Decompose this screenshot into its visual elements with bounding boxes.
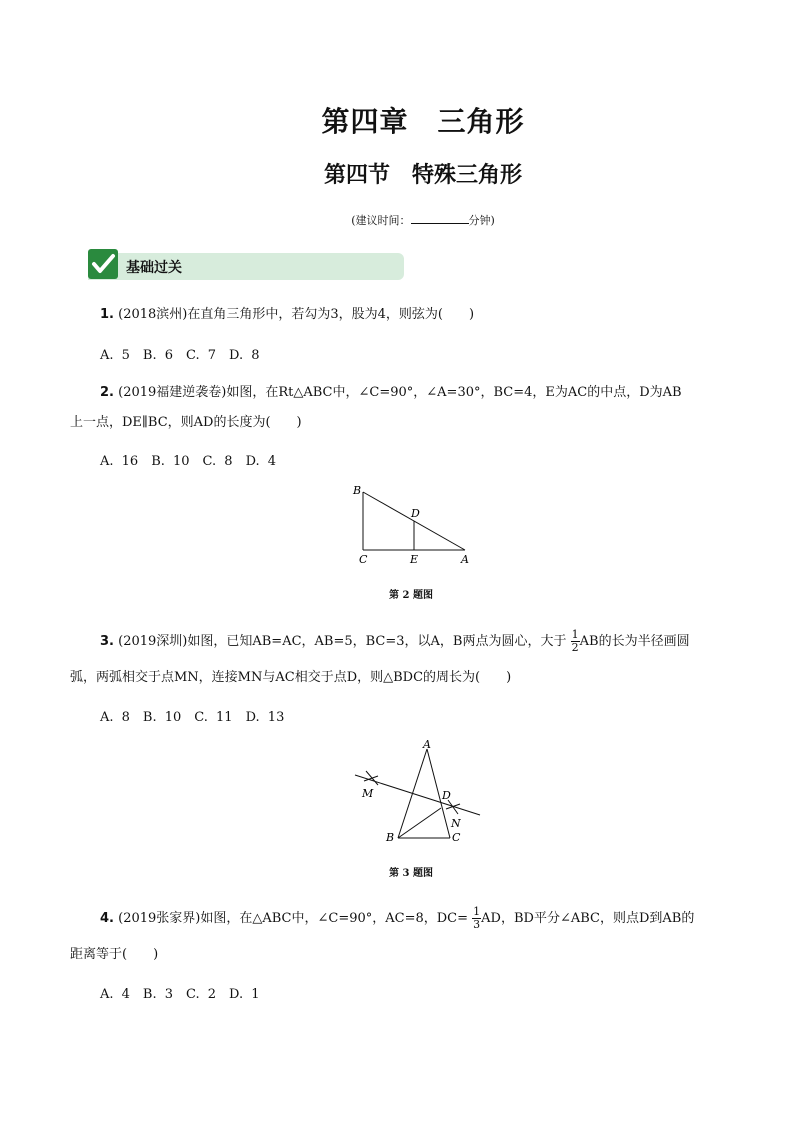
label-C: C xyxy=(452,831,461,844)
question-1-options: A. 5 B. 6 C. 7 D. 8 xyxy=(100,348,260,363)
fraction-one-third xyxy=(472,906,481,931)
fraction-denominator: 3 xyxy=(473,918,481,931)
question-source: (2018滨州) xyxy=(118,307,188,322)
question-3 xyxy=(100,629,720,655)
fraction-numerator: 1 xyxy=(473,905,481,918)
question-number: 1. xyxy=(100,307,114,322)
question-1 xyxy=(100,302,720,328)
question-2 xyxy=(100,380,720,406)
label-A: A xyxy=(461,553,469,566)
figure-2-diagram xyxy=(350,482,480,572)
fraction-numerator: 1 xyxy=(571,628,579,641)
question-number: 2. xyxy=(100,385,114,400)
label-D: D xyxy=(442,789,451,802)
question-number: 3. xyxy=(100,634,114,649)
label-C: C xyxy=(359,553,368,566)
question-3-line2: 弧，两弧相交于点MN，连接MN与AC相交于点D，则△BDC的周长为( ) xyxy=(70,670,512,685)
label-B: B xyxy=(386,831,395,844)
question-4-line2: 距离等于( ) xyxy=(70,947,159,962)
label-M: M xyxy=(362,787,374,800)
section-banner xyxy=(88,253,404,280)
question-2-line2: 上一点，DE∥BC，则AD的长度为( ) xyxy=(70,415,302,430)
question-3-options: A. 8 B. 10 C. 11 D. 13 xyxy=(100,710,285,725)
question-2-options: A. 16 B. 10 C. 8 D. 4 xyxy=(100,454,277,469)
question-text: 在直角三角形中，若勾为3，股为4，则弦为( ) xyxy=(187,307,475,322)
question-text-line1a: 如图，已知AB=AC，AB=5，BC=3，以A，B两点为圆心，大于 xyxy=(187,634,567,649)
question-4 xyxy=(100,906,720,932)
time-prefix: (建议时间： xyxy=(351,214,411,227)
chapter-title: 第四章 三角形 xyxy=(321,105,525,138)
suggested-time xyxy=(0,212,794,228)
label-N: N xyxy=(451,817,461,830)
question-4-options: A. 4 B. 3 C. 2 D. 1 xyxy=(100,987,260,1002)
label-E: E xyxy=(410,553,419,566)
figure-3-caption: 第 3 题图 xyxy=(389,868,433,879)
time-blank xyxy=(411,213,469,224)
banner-label: 基础过关 xyxy=(126,260,182,276)
question-text-line1b: AD，BD平分∠ABC，则点D到AB的 xyxy=(481,911,695,926)
label-A: A xyxy=(423,738,431,751)
question-text-line1b: AB的长为半径画圆 xyxy=(579,634,690,649)
question-text-line1a: 如图，在△ABC中，∠C=90°，AC=8，DC= xyxy=(200,911,469,926)
question-source: (2019张家界) xyxy=(118,911,201,926)
time-suffix: 分钟) xyxy=(468,214,495,227)
question-source: (2019福建逆袭卷) xyxy=(118,385,227,400)
question-number: 4. xyxy=(100,911,114,926)
question-source: (2019深圳) xyxy=(118,634,188,649)
checkmark-icon xyxy=(88,249,118,279)
section-title: 第四节 特殊三角形 xyxy=(323,163,522,188)
label-D: D xyxy=(411,507,420,520)
label-B: B xyxy=(353,484,362,497)
fraction-one-half xyxy=(571,629,580,654)
figure-3-diagram xyxy=(350,738,485,848)
question-text-line1: 如图，在Rt△ABC中，∠C=90°，∠A=30°，BC=4，E为AC的中点，D为AB xyxy=(226,385,682,400)
fraction-denominator: 2 xyxy=(571,641,579,654)
figure-2-caption: 第 2 题图 xyxy=(389,590,433,601)
